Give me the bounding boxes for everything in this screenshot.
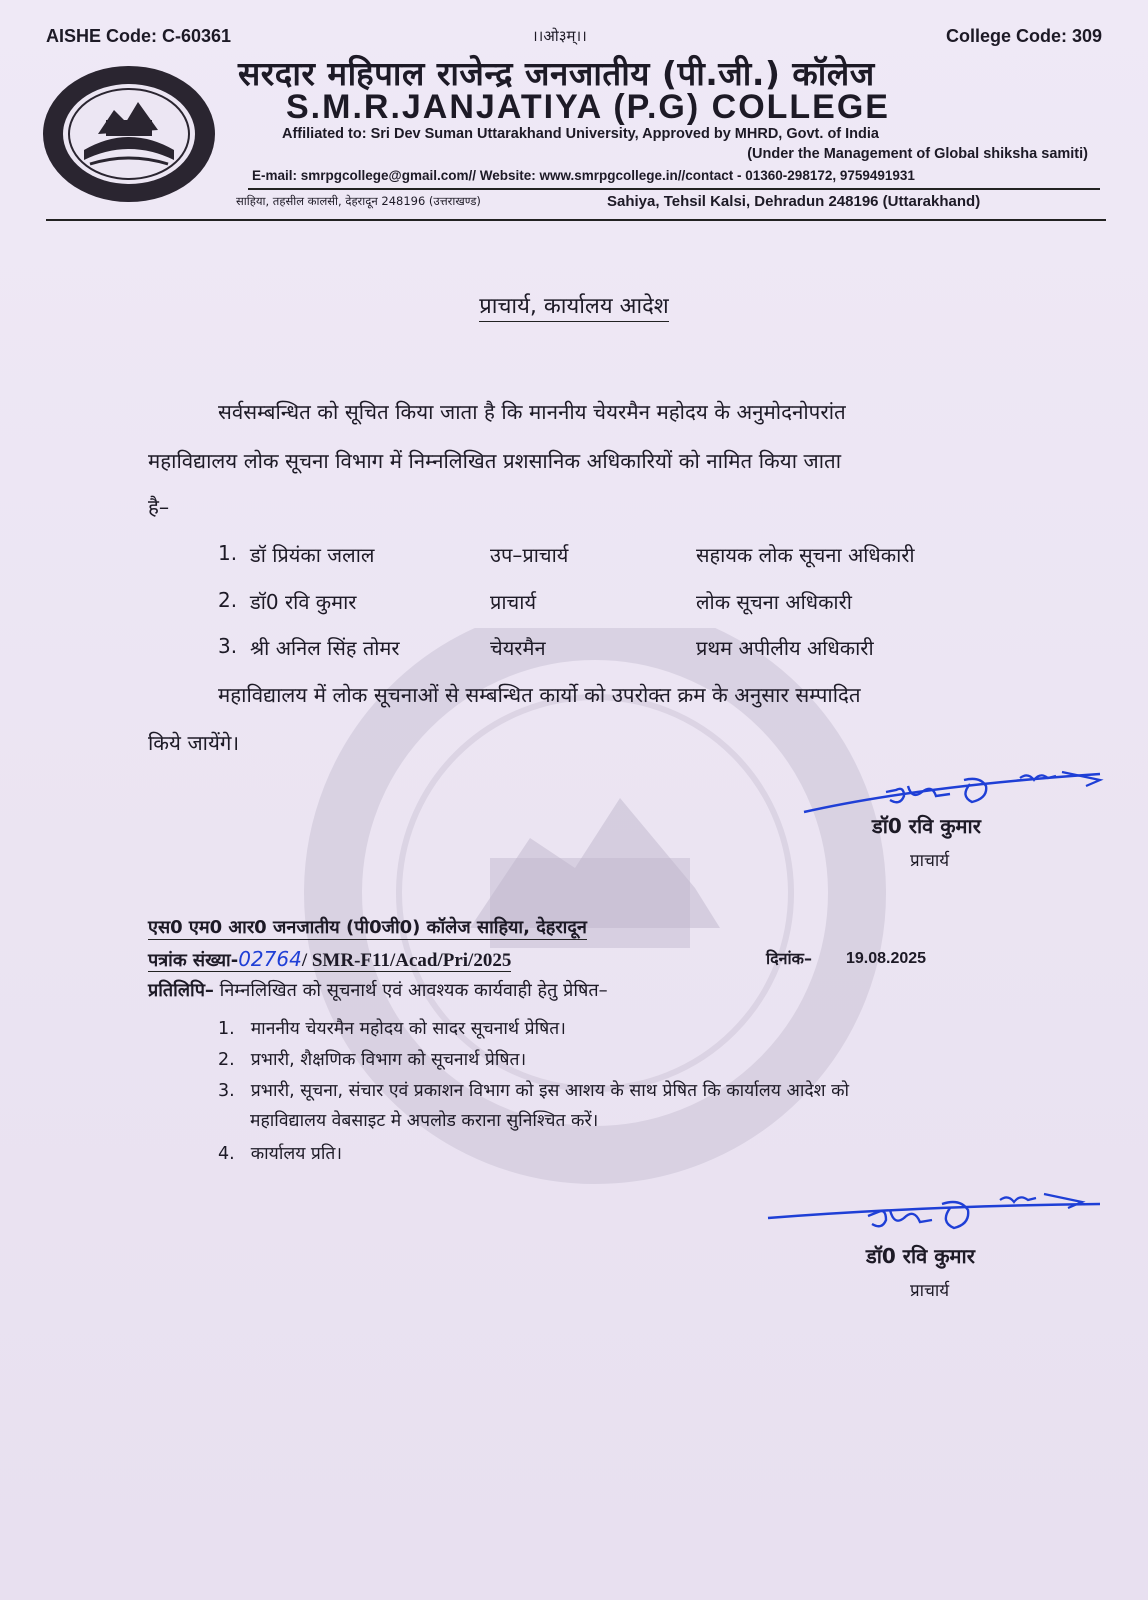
copy-item: 2. प्रभारी, शैक्षणिक विभाग को सूचनार्थ प्रेषित।: [218, 1050, 527, 1070]
header-rule-2: [46, 219, 1106, 221]
header-rule-1: [248, 188, 1100, 190]
officer-row: 2. डॉ0 रवि कुमार प्राचार्य लोक सूचना अधिकारी: [218, 588, 852, 614]
college-code: College Code: 309: [945, 26, 1102, 46]
officer-row: 3. श्री अनिल सिंह तोमर चेयरमैन प्रथम अपीलीय अधिकारी: [218, 634, 874, 660]
officer-row: 1. डॉ प्रियंका जलाल उप–प्राचार्य सहायक लोक सूचना अधिकारी: [218, 541, 915, 567]
aishe-code: AISHE Code: C-60361: [46, 26, 232, 46]
signatory-name: डॉ0 रवि कुमार: [872, 814, 981, 838]
management-text: (Under the Management of Global shiksha samiti): [747, 146, 1088, 162]
college-name-hindi: सरदार महिपाल राजेन्द्र जनजातीय (पी.जी.) कॉलेज: [238, 54, 875, 93]
address-hindi: साहिया, तहसील कालसी, देहरादून 248196 (उत्तराखण्ड): [236, 194, 481, 208]
signatory-designation: प्राचार्य: [910, 851, 950, 871]
signatory-name: डॉ0 रवि कुमार: [866, 1244, 975, 1268]
para2-line2: किये जायेंगे।: [148, 731, 240, 755]
date-value: 19.08.2025: [846, 950, 927, 967]
para1-line3: है–: [148, 495, 170, 519]
order-heading: प्राचार्य, कार्यालय आदेश: [0, 290, 1148, 320]
college-dispatch-line: एस0 एम0 आर0 जनजातीय (पी0जी0) कॉलेज साहिया, देहरादून: [148, 917, 587, 938]
copy-line: प्रतिलिपि– निम्नलिखित को सूचनार्थ एवं आवश्यक कार्यवाही हेतु प्रेषित–: [148, 980, 608, 1001]
om-text: ।।ओ३म्।।: [532, 27, 587, 45]
copy-item: 3. प्रभारी, सूचना, संचार एवं प्रकाशन विभाग को इस आशय के साथ प्रेषित कि कार्यालय आदेश को: [218, 1081, 850, 1101]
college-logo: [40, 64, 218, 204]
letter-number: पत्रांक संख्या-02764/ SMR-F11/Acad/Pri/2025: [148, 947, 512, 971]
contact-text: E-mail: smrpgcollege@gmail.com// Website: www.smrpgcollege.in//contact - 01360-298172, 9759491931: [252, 168, 915, 183]
address-english: Sahiya, Tehsil Kalsi, Dehradun 248196 (Uttarakhand): [607, 193, 981, 210]
copy-item-continuation: महाविद्यालय वेबसाइट मे अपलोड कराना सुनिश्चित करें।: [250, 1111, 599, 1131]
date-label: दिनांक–: [766, 949, 812, 968]
para2-line1: महाविद्यालय में लोक सूचनाओं से सम्बन्धित कार्यो को उपरोक्त क्रम के अनुसार सम्पादित: [218, 683, 861, 707]
handwritten-number: 02764: [238, 947, 302, 971]
affiliation-text: Affiliated to: Sri Dev Suman Uttarakhand University, Approved by MHRD, Govt. of India: [282, 126, 879, 142]
para1-line2: महाविद्यालय लोक सूचना विभाग में निम्नलिखित प्रशसानिक अधिकारियों को नामित किया जाता: [148, 449, 842, 473]
copy-item: 1. माननीय चेयरमैन महोदय को सादर सूचनार्थ प्रेषित।: [218, 1019, 566, 1039]
copy-item: 4. कार्यालय प्रति।: [218, 1144, 343, 1164]
para1-line1: सर्वसम्बन्धित को सूचित किया जाता है कि माननीय चेयरमैन महोदय के अनुमोदनोपरांत: [218, 400, 846, 424]
signatory-designation: प्राचार्य: [910, 1281, 950, 1301]
college-name-english: S.M.R.JANJATIYA (P.G) COLLEGE: [286, 88, 890, 126]
